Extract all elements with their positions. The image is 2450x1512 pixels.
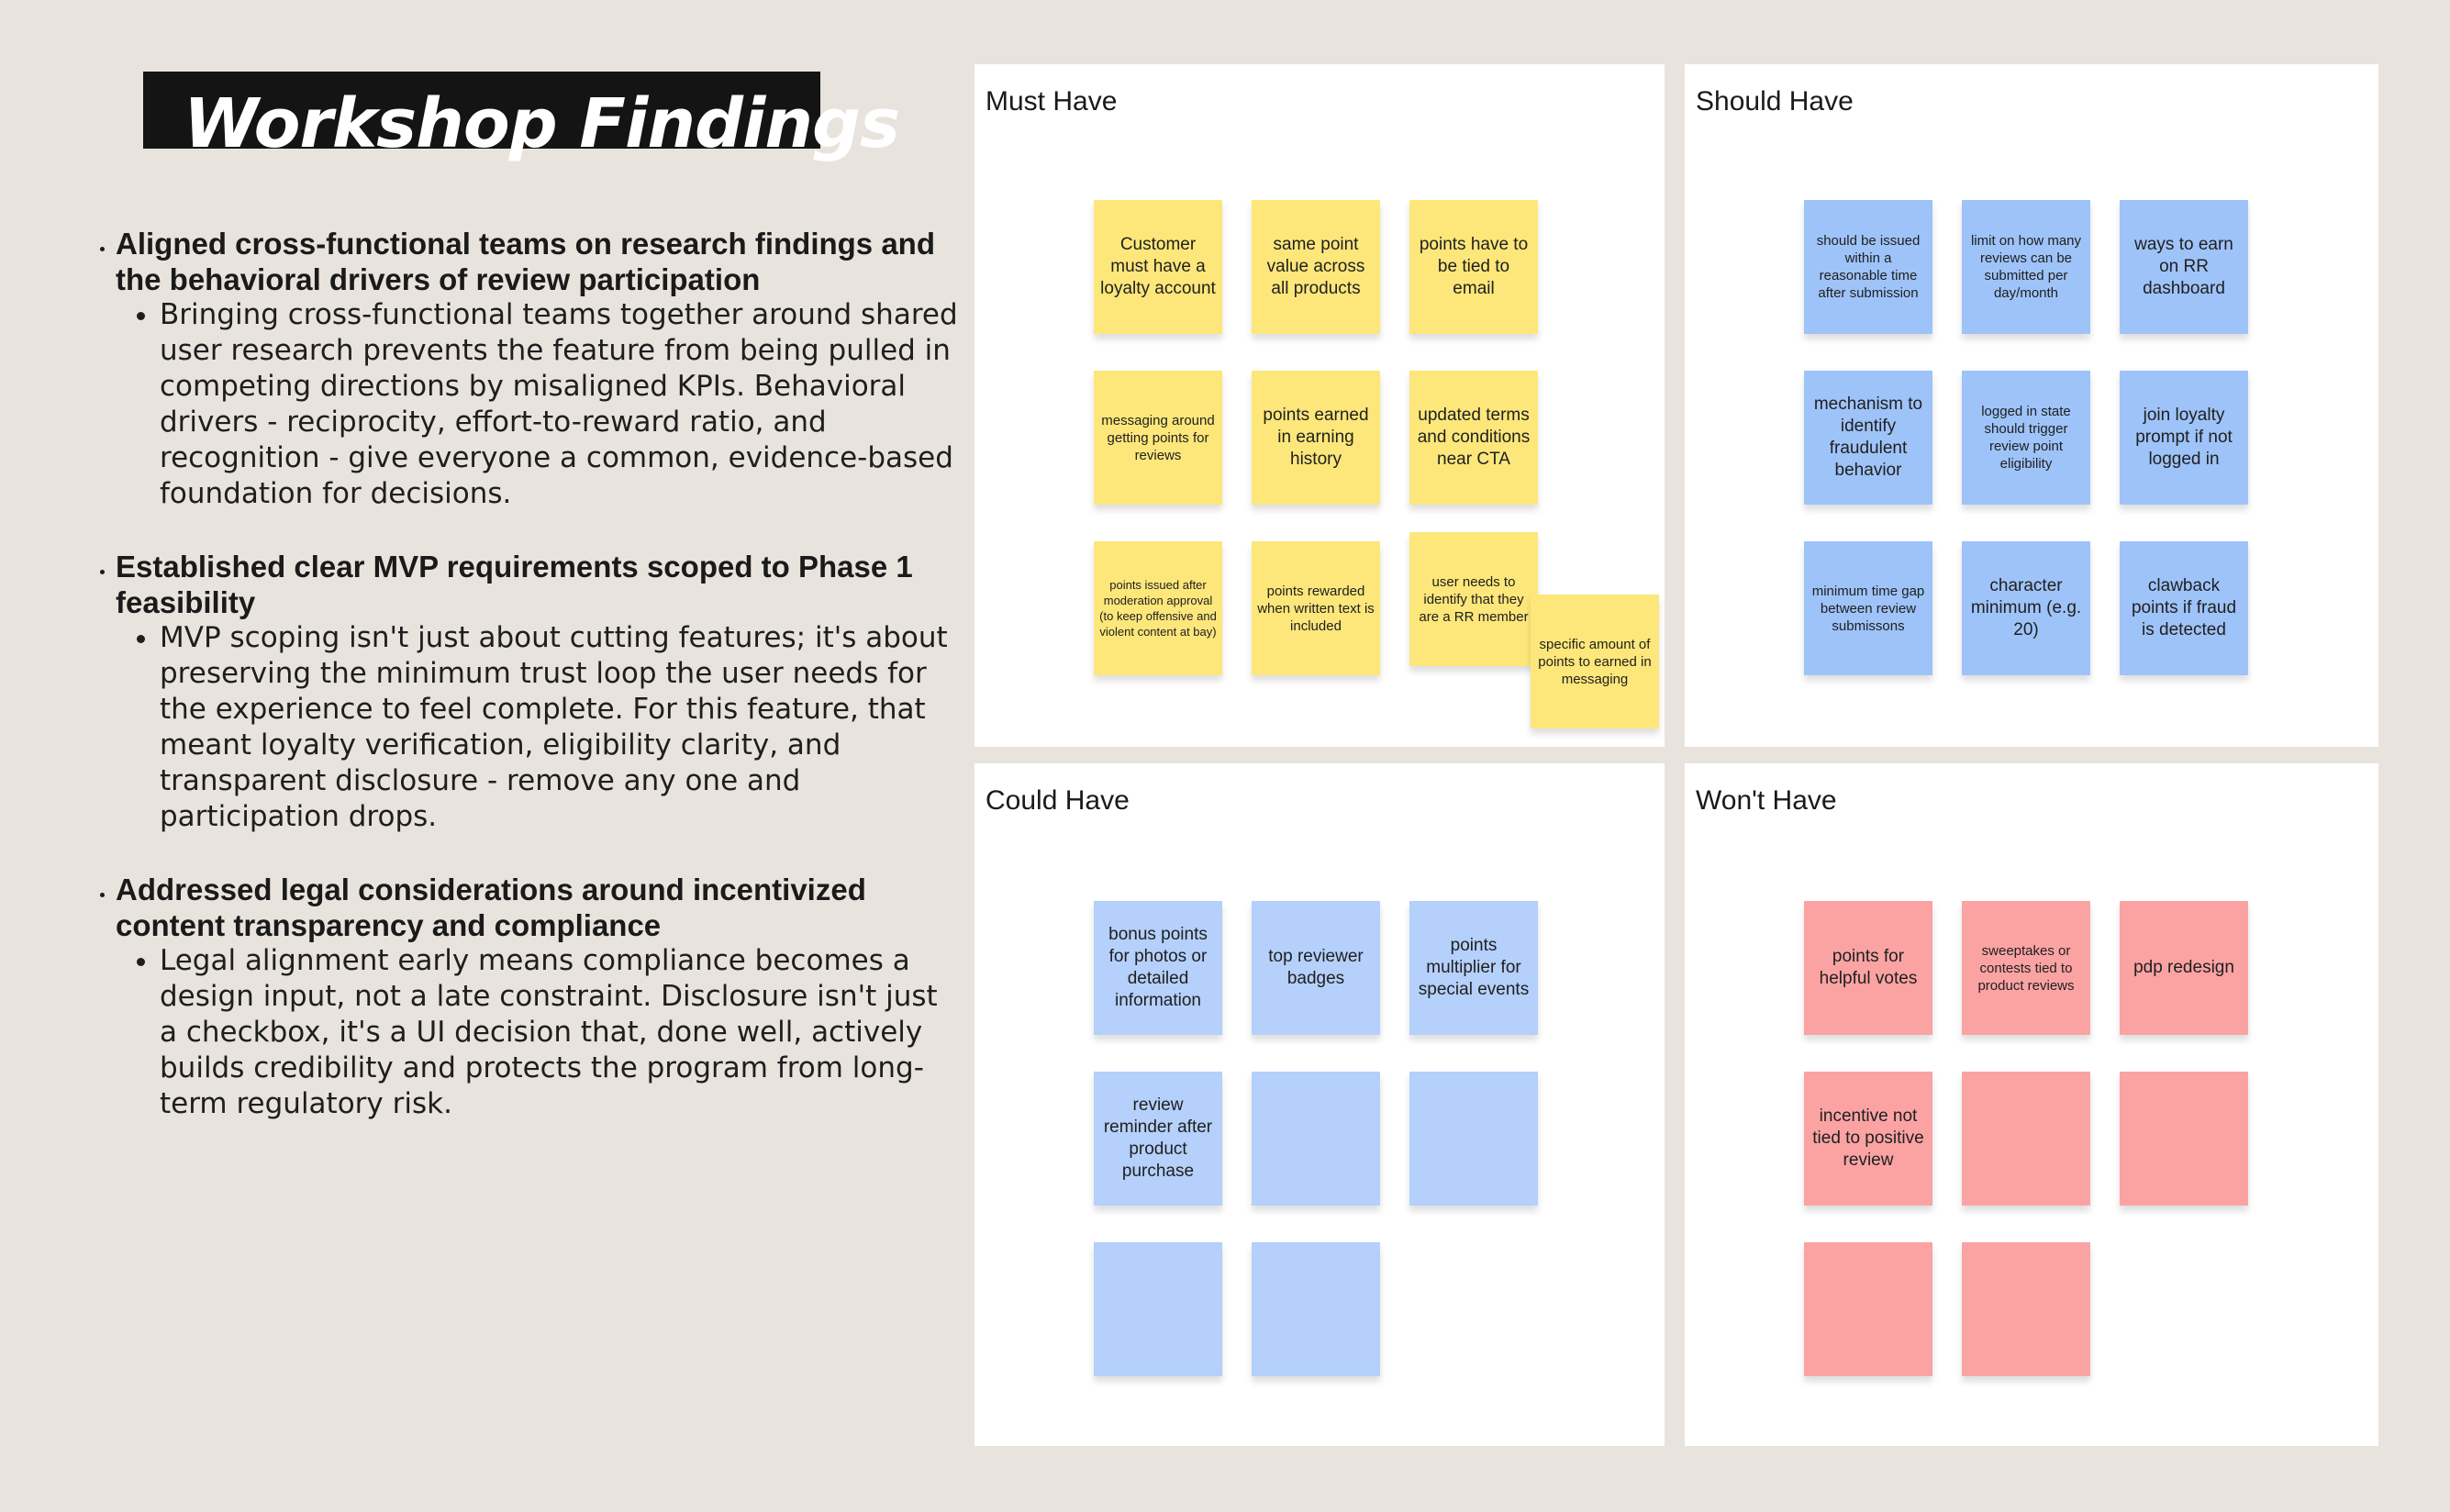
sticky-note[interactable] (1409, 1072, 1538, 1206)
sticky-note[interactable]: user needs to identify that they are a RR member (1409, 532, 1538, 666)
sticky-note[interactable]: updated terms and conditions near CTA (1409, 371, 1538, 505)
quadrant-should-have (1685, 64, 2378, 747)
quadrant-wont-have (1685, 763, 2378, 1446)
sticky-note[interactable] (2120, 1072, 2248, 1206)
sticky-note[interactable] (1252, 1242, 1380, 1376)
quadrant-must-have (974, 64, 1665, 747)
sticky-note[interactable]: same point value across all products (1252, 200, 1380, 334)
sticky-note[interactable]: logged in state should trigger review point eligibility (1962, 371, 2090, 505)
sticky-note[interactable]: ways to earn on RR dashboard (2120, 200, 2248, 334)
sticky-note[interactable]: specific amount of points to earned in messaging (1531, 595, 1659, 728)
sticky-note[interactable]: points have to be tied to email (1409, 200, 1538, 334)
sticky-note[interactable]: join loyalty prompt if not logged in (2120, 371, 2248, 505)
sticky-note[interactable]: bonus points for photos or detailed information (1094, 901, 1222, 1035)
sticky-note[interactable]: Customer must have a loyalty account (1094, 200, 1222, 334)
finding-heading: • Addressed legal considerations around incentivized content transparency and compliance (116, 873, 866, 942)
finding-detail-list (116, 297, 960, 512)
finding-detail: • Legal alignment early means compliance becomes a design input, not a late constraint. Disclosure isn't just a checkbox, it's a UI decision that, done well, actively builds credibility and protects the program from long-term regulatory risk. (160, 943, 960, 1122)
finding-item (116, 226, 960, 512)
page-title: Workshop Findings (184, 84, 900, 163)
sticky-note[interactable]: points for helpful votes (1804, 901, 1932, 1035)
sticky-note[interactable] (1094, 1242, 1222, 1376)
finding-heading: • Established clear MVP requirements scoped to Phase 1 feasibility (116, 550, 913, 619)
sticky-note[interactable] (1962, 1072, 2090, 1206)
finding-detail: • Bringing cross-functional teams together around shared user research prevents the feature from being pulled in competing directions by misaligned KPIs. Behavioral drivers - reciprocity, effort-to-reward ratio, and recognition - give everyone a common, evidence-based foundation for decisions. (160, 297, 960, 512)
quadrant-title: Could Have (986, 785, 1130, 816)
sticky-note[interactable]: points issued after moderation approval (to keep offensive and violent content at bay) (1094, 541, 1222, 675)
sticky-note[interactable]: points earned in earning history (1252, 371, 1380, 505)
sticky-note[interactable]: clawback points if fraud is detected (2120, 541, 2248, 675)
sticky-note[interactable]: pdp redesign (2120, 901, 2248, 1035)
quadrant-could-have (974, 763, 1665, 1446)
sticky-note[interactable]: mechanism to identify fraudulent behavior (1804, 371, 1932, 505)
quadrant-title: Should Have (1696, 86, 1854, 117)
sticky-note[interactable]: should be issued within a reasonable time after submission (1804, 200, 1932, 334)
quadrant-title: Won't Have (1696, 785, 1837, 816)
sticky-note[interactable]: incentive not tied to positive review (1804, 1072, 1932, 1206)
finding-heading: • Aligned cross-functional teams on research findings and the behavioral drivers of review participation (116, 227, 935, 296)
sticky-note[interactable] (1804, 1242, 1932, 1376)
findings-list (88, 226, 960, 1159)
quadrant-title: Must Have (986, 86, 1118, 117)
sticky-note[interactable]: character minimum (e.g. 20) (1962, 541, 2090, 675)
sticky-note[interactable]: minimum time gap between review submissons (1804, 541, 1932, 675)
sticky-note[interactable]: review reminder after product purchase (1094, 1072, 1222, 1206)
sticky-note[interactable]: points rewarded when written text is included (1252, 541, 1380, 675)
sticky-note[interactable] (1252, 1072, 1380, 1206)
finding-item (116, 872, 960, 1122)
sticky-note[interactable] (1962, 1242, 2090, 1376)
sticky-note[interactable]: top reviewer badges (1252, 901, 1380, 1035)
sticky-note[interactable]: messaging around getting points for reviews (1094, 371, 1222, 505)
finding-detail: • MVP scoping isn't just about cutting features; it's about preserving the minimum trust loop the user needs for the experience to feel complete. For this feature, that meant loyalty verification, eligibility clarity, and transparent disclosure - remove any one and participation drops. (160, 620, 960, 835)
sticky-note[interactable]: sweeptakes or contests tied to product reviews (1962, 901, 2090, 1035)
finding-detail-list (116, 943, 960, 1122)
finding-item (116, 549, 960, 835)
finding-detail-list (116, 620, 960, 835)
sticky-note[interactable]: points multiplier for special events (1409, 901, 1538, 1035)
sticky-note[interactable]: limit on how many reviews can be submitted per day/month (1962, 200, 2090, 334)
